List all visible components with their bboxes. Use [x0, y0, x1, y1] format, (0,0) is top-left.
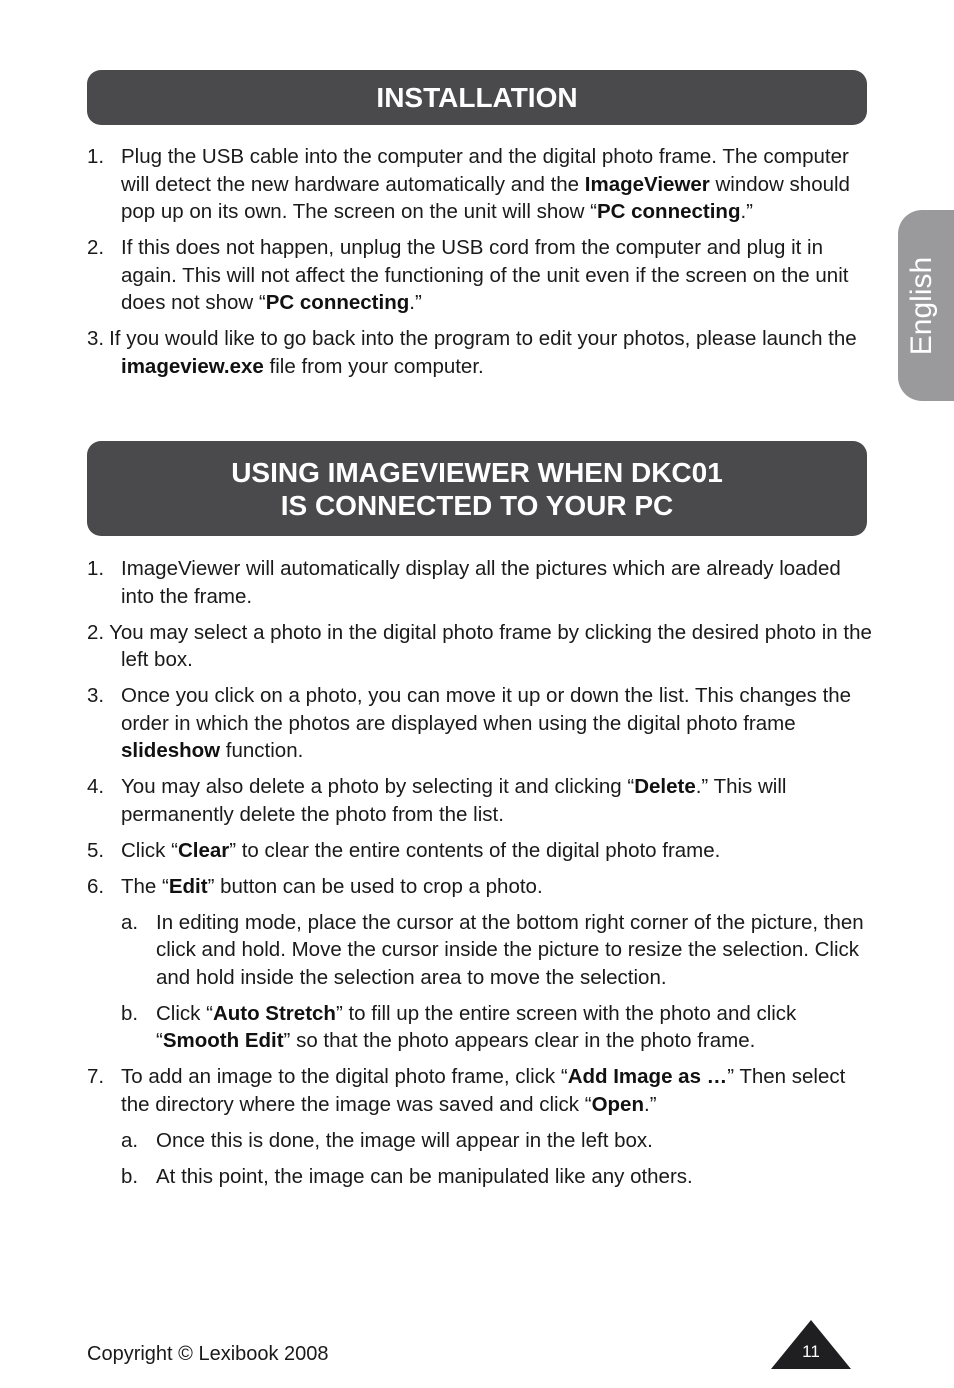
- installation-title: INSTALLATION: [376, 82, 578, 113]
- list-item: 2. If this does not happen, unplug the USB cord from the computer and plug it in again. This will not affect the functioning of the unit even if the screen on the unit does not show “PC connecting.”: [87, 236, 849, 314]
- imageviewer-title-line1: USING IMAGEVIEWER WHEN DKC01: [231, 456, 723, 488]
- list-item: 4. You may also delete a photo by selecting it and clicking “Delete.” This will permanently delete the photo from the list.: [87, 775, 787, 826]
- list-item: 6. The “Edit” button can be used to crop a photo. a. In editing mode, place the cursor at the bottom right corner of the picture, then click and hold. Move the cursor inside the picture to resize the selection. Click and hold inside the selection area to move the selection. b. Click “Auto Stretch” to fill up the entire screen with the photo and click “Smooth Edit” so that the photo appears clear in the photo frame.: [87, 873, 877, 1055]
- sub-list-item: a. In editing mode, place the cursor at the bottom right corner of the picture, then click and hold. Move the cursor inside the picture to resize the selection. Click and hold inside the selection area to move the selection.: [121, 910, 864, 989]
- page-number: 11: [802, 1342, 820, 1361]
- copyright: Copyright © Lexibook 2008: [87, 1343, 329, 1365]
- list-item: 3. Once you click on a photo, you can move it up or down the list. This changes the order in which the photos are displayed when using the digital photo frame slideshow function.: [87, 684, 852, 762]
- installation-list: [87, 143, 877, 389]
- imageviewer-title-line2: IS CONNECTED TO YOUR PC: [280, 489, 674, 521]
- list-item: 7. To add an image to the digital photo frame, click “Add Image as …” Then select the directory where the image was saved and click “Open.” a. Once this is done, the image will appear in the left box. b. At this point, the image can be manipulated like any others.: [87, 1063, 877, 1190]
- list-item: 1. ImageViewer will automatically display all the pictures which are already loaded into the frame.: [87, 557, 841, 608]
- sub-list-item: b. At this point, the image can be manipulated like any others.: [121, 1164, 693, 1188]
- language-tab: [898, 210, 954, 401]
- list-item: 5. Click “Clear” to clear the entire contents of the digital photo frame.: [87, 838, 721, 862]
- list-item: 3. If you would like to go back into the program to edit your photos, please launch the imageview.exe file from your computer.: [87, 327, 857, 378]
- installation-banner: [87, 70, 867, 125]
- sub-list-item: a. Once this is done, the image will appear in the left box.: [121, 1128, 653, 1152]
- language-label: English: [905, 256, 938, 356]
- list-item: 2. You may select a photo in the digital photo frame by clicking the desired photo in the left box.: [87, 620, 872, 671]
- sub-list-item: b. Click “Auto Stretch” to fill up the entire screen with the photo and click “Smooth Edit” so that the photo appears clear in the photo frame.: [121, 1001, 797, 1052]
- list-item: 1. Plug the USB cable into the computer and the digital photo frame. The computer will detect the new hardware automatically and the ImageViewer window should pop up on its own. The screen on the unit will show “PC connecting.”: [87, 145, 850, 223]
- imageviewer-banner: [87, 441, 867, 536]
- usage-list: [87, 555, 877, 1199]
